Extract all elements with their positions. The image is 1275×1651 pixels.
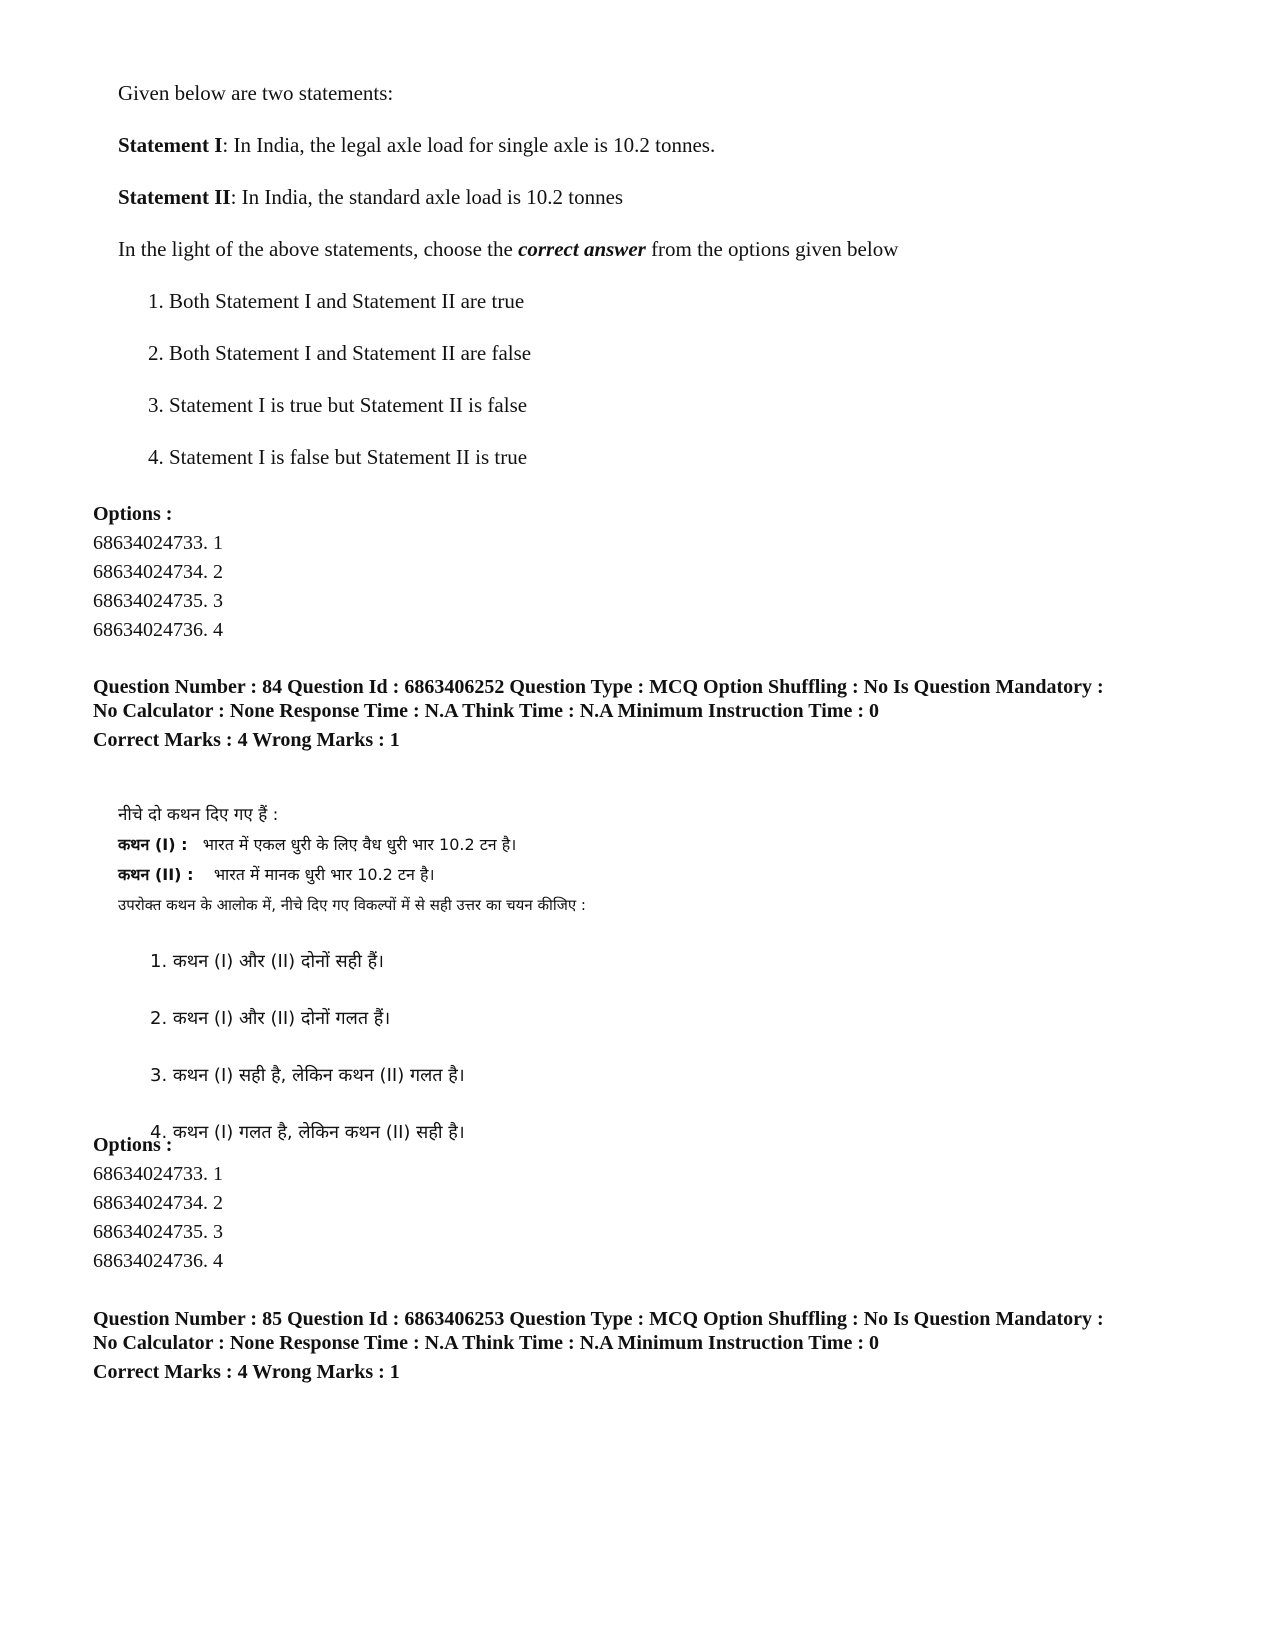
option-item: 68634024736. 4 [93,619,223,641]
option-item: 68634024735. 3 [93,1221,223,1243]
instruction-post: from the options given below [645,237,899,261]
hindi-intro: नीचे दो कथन दिए गए हैं : [118,805,279,825]
question-meta-line-1: Question Number : 84 Question Id : 6863406252 Question Type : MCQ Option Shuffling : No Is Question Mandatory : [93,676,1104,698]
statement-2-label: Statement II [118,185,231,209]
hindi-statement-2-label: कथन (II) : [118,865,194,884]
hindi-question-block [118,800,818,1148]
question-marks: Correct Marks : 4 Wrong Marks : 1 [93,1361,400,1383]
question-meta-line-1: Question Number : 85 Question Id : 6863406253 Question Type : MCQ Option Shuffling : No Is Question Mandatory : [93,1308,1104,1330]
hindi-statement-1-text: भारत में एकल धुरी के लिए वैध धुरी भार 10.2 टन है। [202,835,517,854]
statement-2-text: : In India, the standard axle load is 10.2 tonnes [230,185,624,209]
hindi-instruction: उपरोक्त कथन के आलोक में, नीचे दिए गए विकल्पों में से सही उत्तर का चयन कीजिए : [118,896,586,914]
option-item: 68634024734. 2 [93,1192,223,1214]
hindi-statement-1-label: कथन (I) : [118,835,188,854]
statement-1-text: : In India, the legal axle load for single axle is 10.2 tonnes. [222,133,716,157]
option-item: 68634024733. 1 [93,532,223,554]
choice-1: 1. Both Statement I and Statement II are true [148,289,525,313]
question-meta-85 [93,1307,1223,1384]
options-label: Options : [93,1134,173,1156]
statement-2 [118,182,1118,212]
options-list [93,500,223,645]
statement-1 [118,130,1118,160]
hindi-statement-2 [118,860,818,890]
statement-1-label: Statement I [118,133,223,157]
hindi-statement-2-text: भारत में मानक धुरी भार 10.2 टन है। [213,865,435,884]
option-item: 68634024734. 2 [93,561,223,583]
question-meta-line-2: No Calculator : None Response Time : N.A Think Time : N.A Minimum Instruction Time : 0 [93,1332,879,1354]
instruction-pre: In the light of the above statements, choose the [118,237,519,261]
options-list [93,1131,223,1276]
option-item: 68634024735. 3 [93,590,223,612]
choice-4: 4. Statement I is false but Statement II is true [148,445,528,469]
question-meta-84 [93,675,1223,752]
question-intro: Given below are two statements: [118,81,394,105]
option-item: 68634024733. 1 [93,1163,223,1185]
choice-2: 2. Both Statement I and Statement II are false [148,341,532,365]
hindi-choice-4: 4. कथन (I) गलत है, लेकिन कथन (II) सही है। [150,1122,465,1143]
english-question-block [118,78,1118,472]
question-marks: Correct Marks : 4 Wrong Marks : 1 [93,729,400,751]
hindi-statement-1 [118,830,818,860]
hindi-choice-3: 3. कथन (I) सही है, लेकिन कथन (II) गलत है। [150,1065,465,1086]
hindi-choice-1: 1. कथन (I) और (II) दोनों सही हैं। [150,951,384,972]
instruction-emphasis: correct answer [518,237,646,261]
choice-3: 3. Statement I is true but Statement II is false [148,393,528,417]
hindi-choice-2: 2. कथन (I) और (II) दोनों गलत हैं। [150,1008,391,1029]
question-instruction [118,234,1118,264]
options-label: Options : [93,503,173,525]
question-meta-line-2: No Calculator : None Response Time : N.A Think Time : N.A Minimum Instruction Time : 0 [93,700,879,722]
option-item: 68634024736. 4 [93,1250,223,1272]
